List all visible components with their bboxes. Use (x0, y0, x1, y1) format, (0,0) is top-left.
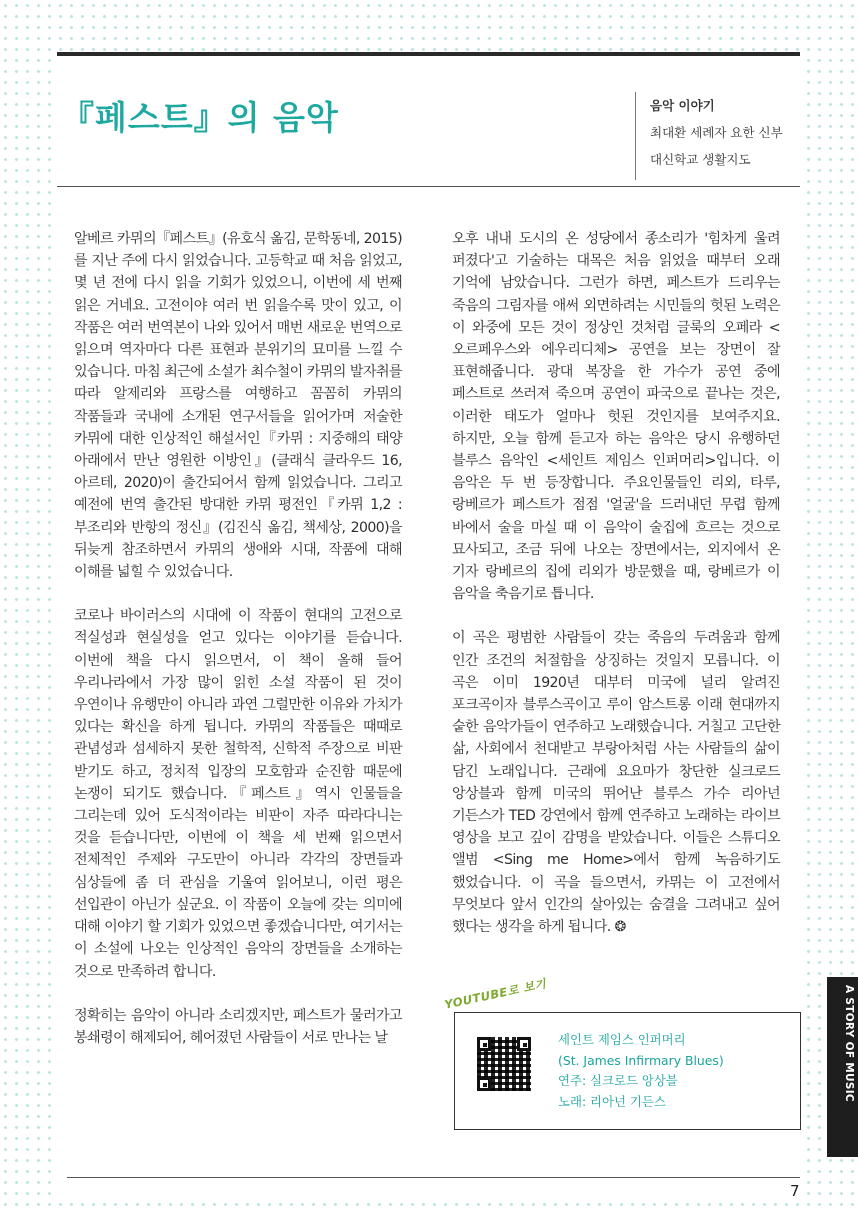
article-page (57, 52, 800, 1200)
youtube-box[interactable] (454, 1012, 801, 1130)
paragraph: 이 곡은 평범한 사람들이 갖는 죽음의 두려움과 함께 인간 조건의 처절함을 상징하는 것일지 모릅니다. 이 곡은 이미 1920년 대부터 미국에 널리 알려진 포크곡이자 블루스곡이고 루이 암스트롱 이래 현대까지 숱한 음악가들이 연주하고 노래했습니다. 거칠고 고단한 삶, 사회에서 천대받고 부랑아처럼 사는 사람들의 삶이 담긴 노래입니다. 근래에 요요마가 창단한 실크로드 앙상블과 함께 미국의 뛰어난 블루스 가수 리아넌 기든스가 TED 강연에서 함께 연주하고 노래하는 라이브 영상을 보고 깊이 감명을 받았습니다. 이들은 스튜디오 앨범 <Sing me Home>에서 함께 녹음하기도 했었습니다. 이 곡을 들으면서, 카뮈는 이 고전에서 무엇보다 앞서 인간의 살아있는 숨결을 그려내고 싶어 했다는 생각을 하게 됩니다. ❂ (452, 630, 780, 936)
song-title-en: (St. James Infirmary Blues) (558, 1052, 724, 1068)
paragraph: 코로나 바이러스의 시대에 이 작품이 현대의 고전으로 적실성과 현실성을 얻고 있다는 이야기를 듣습니다. 이번에 책을 다시 읽으면서, 이 책이 올해 들어 우리나라에서 가장 많이 읽힌 소설 작품이 된 것이 우연이나 유행만이 아니라 과연 그럴만한 이유와 가치가 있다는 확신을 하게 됩니다. 카뮈의 작품들은 때때로 관념성과 섬세하지 못한 철학적, 신학적 주장으로 비판 받기도 하고, 정치적 입장의 모호함과 순진함 때문에 논쟁이 되기도 했습니다.『페스트』역시 인물들을 그리는데 있어 도식적이라는 비판이 자주 따라다니는 것을 듣습니다만, 이번에 이 책을 세 번째 읽으면서 전체적인 주제와 구도만이 아니라 각각의 장면들과 심상들에 좀 더 관심을 기울여 읽어보니, 이런 평은 선입관이 아닌가 싶군요. 이 작품이 오늘에 갖는 의미에 대해 이야기 할 기회가 있었으면 좋겠습니다만, 여기서는 이 소설에 나오는 인상적인 음악의 장면들을 소개하는 것으로 만족하려 합니다. (74, 608, 402, 980)
youtube-info (558, 1030, 724, 1112)
page-number: 7 (790, 1182, 800, 1200)
paragraph: 오후 내내 도시의 온 성당에서 종소리가 '힘차게 울려 퍼졌다'고 기술하는 대목은 처음 읽었을 때부터 오래 기억에 남았습니다. 그런가 하면, 페스트가 드리우는 죽음의 그림자를 애써 외면하려는 시민들의 헛된 노력은 이 와중에 모든 것이 정상인 것처럼 글룩의 오페라 <오르페우스와 에우리디체> 공연을 보는 장면이 잘 표현해줍니다. 광대 복장을 한 가수가 공연 중에 페스트로 쓰러져 죽으며 공연이 파국으로 끝나는 것은, 이러한 태도가 얼마나 헛된 것인지를 보여주지요. 하지만, 오늘 함께 듣고자 하는 음악은 당시 유행하던 블루스 음악인 <세인트 제임스 인퍼머리>입니다. 이 음악은 두 번 등장합니다. 주요인물들인 리외, 타루, 랑베르가 페스트가 점점 '얼굴'을 드러내던 무렵 함께 바에서 술을 마실 때 이 음악이 술집에 흐르는 것으로 묘사되고, 조금 뒤에 나오는 장면에서는, 외지에서 온 기자 랑베르의 집에 리외가 방문했을 때, 랑베르가 이 음악을 축음기로 틉니다. (452, 231, 780, 603)
youtube-label: YOUTUBE로 보기 (443, 976, 548, 1012)
vocalist: 노래: 리아넌 기든스 (558, 1093, 666, 1109)
author-name: 최대환 세례자 요한 신부 (650, 125, 783, 140)
paragraph: 정확히는 음악이 아니라 소리겠지만, 페스트가 물러가고 봉쇄령이 해제되어, 헤어졌던 사람들이 서로 만나는 날 (74, 1007, 402, 1046)
article-title: 『페스트』의 음악 (61, 98, 339, 137)
article-meta (635, 92, 815, 180)
category-label: 음악 이야기 (650, 98, 715, 113)
article-header (57, 56, 800, 186)
side-tab-label: A STORY OF MUSIC (843, 985, 855, 1102)
footer-divider (67, 1177, 800, 1178)
section-side-tab (827, 977, 858, 1157)
right-column (452, 228, 780, 960)
author-affiliation: 대신학교 생활지도 (650, 152, 751, 167)
song-title-kr: 세인트 제임스 인퍼머리 (558, 1032, 686, 1047)
paragraph: 알베르 카뮈의『페스트』(유호식 옮김, 문학동네, 2015)를 지난 주에 다시 읽었습니다. 고등학교 때 처음 읽었고, 몇 년 전에 다시 읽을 기회가 있었으니, 이번에 세 번째 읽은 거네요. 고전이야 여러 번 읽을수록 맛이 있고, 이 작품은 여러 번역본이 나와 있어서 매번 새로운 번역으로 읽으며 역자마다 다른 표현과 분위기의 묘미를 느낄 수 있습니다. 마침 최근에 소설가 최수철이 카뮈의 발자취를 따라 알제리와 프랑스를 여행하고 꼼꼼히 카뮈의 작품들과 국내에 소개된 연구서들을 읽어가며 저술한 카뮈에 대한 인상적인 해설서인『카뮈 : 지중해의 태양 아래에서 만난 영원한 이방인』(클래식 클라우드 16, 아르테, 2020)이 출간되어서 함께 읽었습니다. 그리고 예전에 번역 출간된 방대한 카뮈 평전인『카뮈 1,2 : 부조리와 반항의 정신』(김진식 옮김, 책세상, 2000)을 뒤늦게 참조하면서 카뮈의 생애와 시대, 작품에 대해 이해를 넓힐 수 있었습니다. (74, 231, 402, 581)
header-divider (57, 186, 800, 187)
qr-code-icon[interactable] (477, 1037, 531, 1091)
performer: 연주: 실크로드 앙상블 (558, 1073, 678, 1088)
left-column (74, 228, 402, 1071)
